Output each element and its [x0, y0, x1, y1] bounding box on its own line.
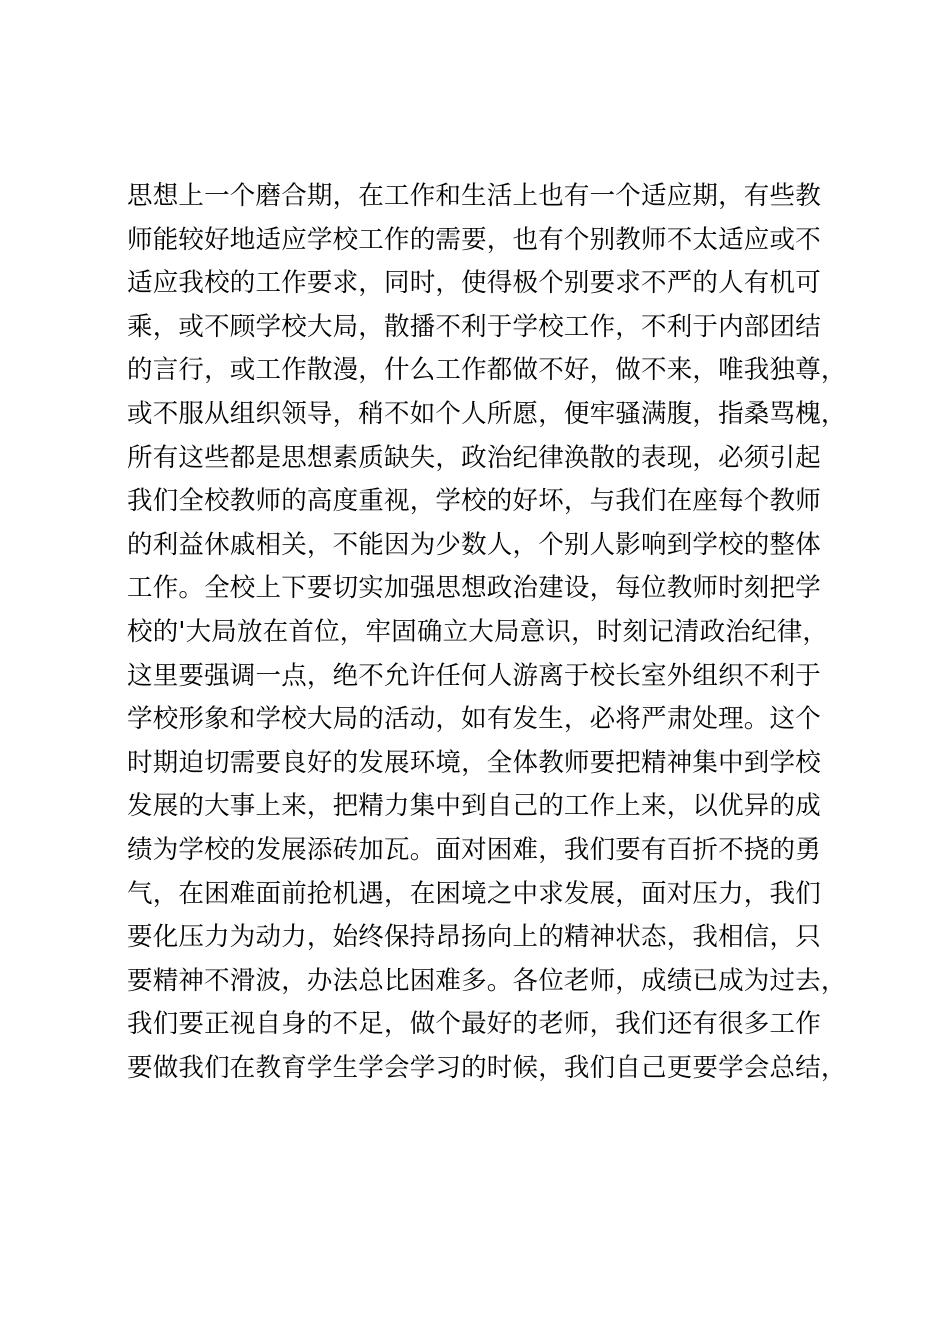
- text-line: 的言行，或工作散漫，什么工作都做不好，做不来，唯我独尊，: [127, 355, 847, 386]
- body-paragraph: [127, 175, 867, 1090]
- text-line: 校的'大局放在首位，牢固确立大局意识，时刻记清政治纪律，: [127, 616, 829, 647]
- text-line: 学校形象和学校大局的活动，如有发生，必将严肃处理。这个: [127, 704, 821, 735]
- text-line: 时期迫切需要良好的发展环境，全体教师要把精神集中到学校: [127, 747, 821, 778]
- text-line: 绩为学校的发展添砖加瓦。面对困难，我们要有百折不挠的勇: [127, 834, 821, 865]
- text-line: 所有这些都是思想素质缺失，政治纪律涣散的表现，必须引起: [127, 442, 821, 473]
- text-line: 发展的大事上来，把精力集中到自己的工作上来，以优异的成: [127, 791, 821, 822]
- text-line: 思想上一个磨合期，在工作和生活上也有一个适应期，有些教: [127, 181, 821, 211]
- text-line: 这里要强调一点，绝不允许任何人游离于校长室外组织不利于: [127, 660, 821, 691]
- text-line: 要做我们在教育学生学会学习的时候，我们自己更要学会总结，: [127, 1052, 847, 1083]
- text-line: 或不服从组织领导，稍不如个人所愿，便牢骚满腹，指桑骂槐，: [127, 398, 847, 429]
- text-line: 气，在困难面前抢机遇，在困境之中求发展，面对压力，我们: [127, 878, 821, 909]
- text-line: 适应我校的工作要求，同时，使得极个别要求不严的人有机可: [127, 268, 821, 299]
- text-line: 我们全校教师的高度重视，学校的好坏，与我们在座每个教师: [127, 486, 821, 517]
- text-line: 要精神不滑波，办法总比困难多。各位老师，成绩已成为过去，: [127, 965, 847, 996]
- text-line: 要化压力为动力，始终保持昂扬向上的精神状态，我相信，只: [127, 922, 821, 953]
- text-line: 的利益休戚相关，不能因为少数人，个别人影响到学校的整体: [127, 529, 821, 560]
- text-line: 师能较好地适应学校工作的需要，也有个别教师不太适应或不: [127, 224, 821, 255]
- text-line: 乘，或不顾学校大局，散播不利于学校工作，不利于内部团结: [127, 311, 821, 342]
- text-line: 工作。全校上下要切实加强思想政治建设，每位教师时刻把学: [127, 573, 821, 604]
- text-line: 我们要正视自身的不足，做个最好的老师，我们还有很多工作: [127, 1009, 821, 1040]
